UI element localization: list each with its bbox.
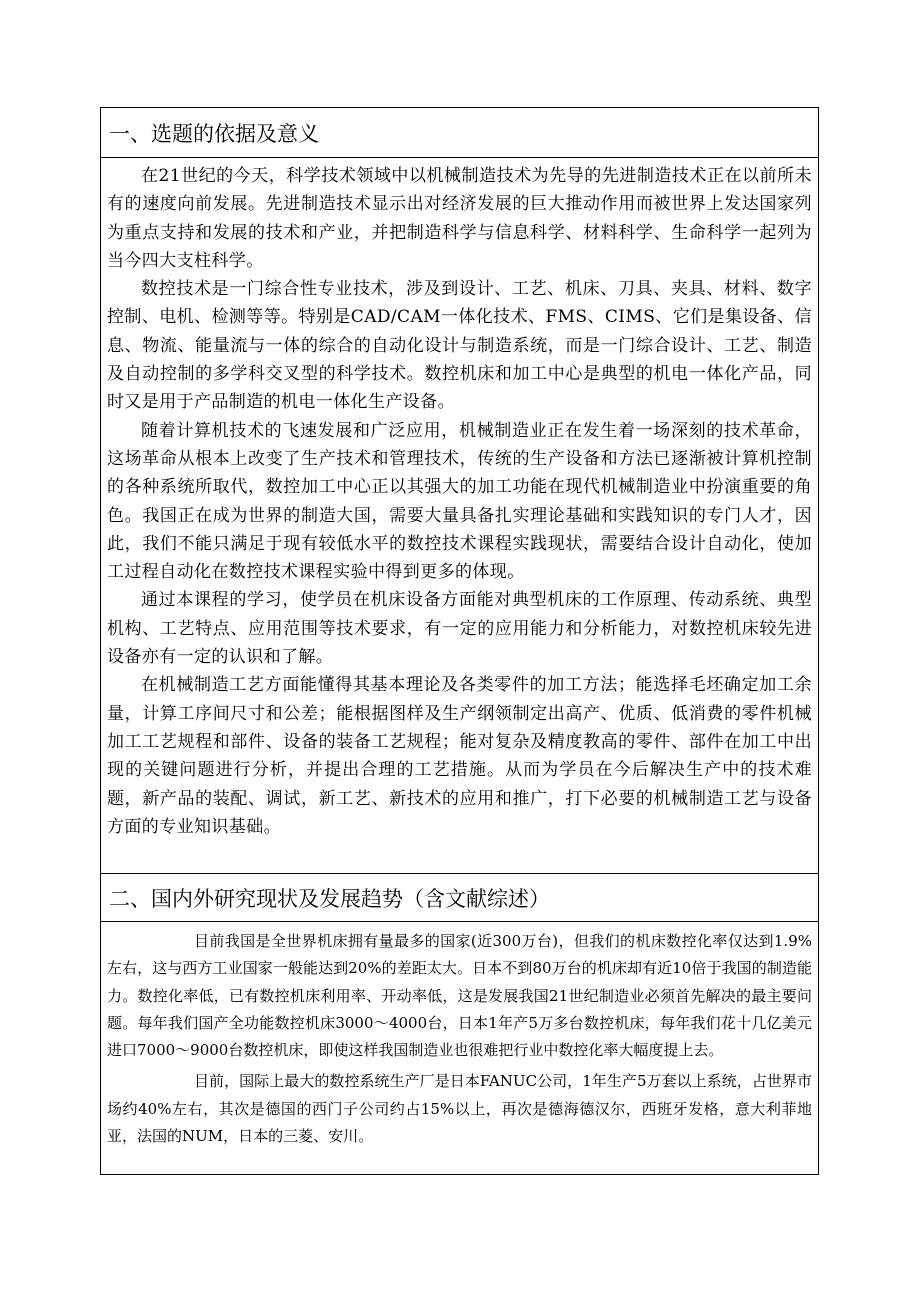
section2-body (101, 922, 818, 1174)
section2-heading: 二、国内外研究现状及发展趋势（含文献综述） (101, 874, 818, 922)
section1-paragraph: 通过本课程的学习，使学员在机床设备方面能对典型机床的工作原理、传动系统、典型机构、工艺特点、应用范围等技术要求，有一定的应用能力和分析能力，对数控机床较先进设备亦有一定的认识和了解。 (107, 590, 812, 668)
section1-paragraph: 在机械制造工艺方面能懂得其基本理论及各类零件的加工方法；能选择毛坯确定加工余量，计算工序间尺寸和公差；能根据图样及生产纲领制定出高产、优质、低消费的零件机械加工工艺规程和部件、设备的装备工艺规程；能对复杂及精度教高的零件、部件在加工中出现的关键问题进行分析，并提出合理的工艺措施。从而为学员在今后解决生产中的技术难题，新产品的装配、调试，新工艺、新技术的应用和推广，打下必要的机械制造工艺与设备方面的专业知识基础。 (107, 675, 812, 837)
section1-paragraph: 数控技术是一门综合性专业技术，涉及到设计、工艺、机床、刀具、夹具、材料、数字控制、电机、检测等等。特别是CAD/CAM一体化技术、FMS、CIMS、它们是集设备、信息、物流、能量流与一体的综合的自动化设计与制造系统，而是一门综合设计、工艺、制造及自动控制的多学科交叉型的科学技术。数控机床和加工中心是典型的机电一体化产品，同时又是用于产品制造的机电一体化生产设备。 (107, 279, 812, 413)
section2-paragraph: 目前，国际上最大的数控系统生产厂是日本FANUC公司，1年生产5万套以上系统，占世界市场约40%左右，其次是德国的西门子公司约占15%以上，再次是德海德汉尔，西班牙发格，意大利菲地亚，法国的NUM，日本的三菱、安川。 (107, 1072, 812, 1146)
section1-paragraph: 在21世纪的今天，科学技术领域中以机械制造技术为先导的先进制造技术正在以前所未有的速度向前发展。先进制造技术显示出对经济发展的巨大推动作用而被世界上发达国家列为重点支持和发展的技术和产业，并把制造科学与信息科学、材料科学、生命科学一起列为当今四大支柱科学。 (107, 166, 812, 271)
proposal-table (100, 107, 819, 1175)
section1-body (101, 158, 818, 874)
section2-paragraph: 目前我国是全世界机床拥有量最多的国家(近300万台)，但我们的机床数控化率仅达到1.9%左右，这与西方工业国家一般能达到20%的差距太大。日本不到80万台的机床却有近10倍于我国的制造能力。数控化率低，已有数控机床利用率、开动率低，这是发展我国21世纪制造业必须首先解决的最主要问题。每年我们国产全功能数控机床3000～4000台，日本1年产5万多台数控机床，每年我们花十几亿美元进口7000～9000台数控机床，即使这样我国制造业也很难把行业中数控化率大幅度提上去。 (107, 932, 812, 1060)
section1-heading: 一、选题的依据及意义 (101, 108, 818, 158)
section1-paragraph: 随着计算机技术的飞速发展和广泛应用，机械制造业正在发生着一场深刻的技术革命，这场革命从根本上改变了生产技术和管理技术，传统的生产设备和方法已逐渐被计算机控制的各种系统所取代，数控加工中心正以其强大的加工功能在现代机械制造业中扮演重要的角色。我国正在成为世界的制造大国，需要大量具备扎实理论基础和实践知识的专门人才，因此，我们不能只满足于现有较低水平的数控技术课程实践现状，需要结合设计自动化，使加工过程自动化在数控技术课程实验中得到更多的体现。 (107, 420, 812, 583)
